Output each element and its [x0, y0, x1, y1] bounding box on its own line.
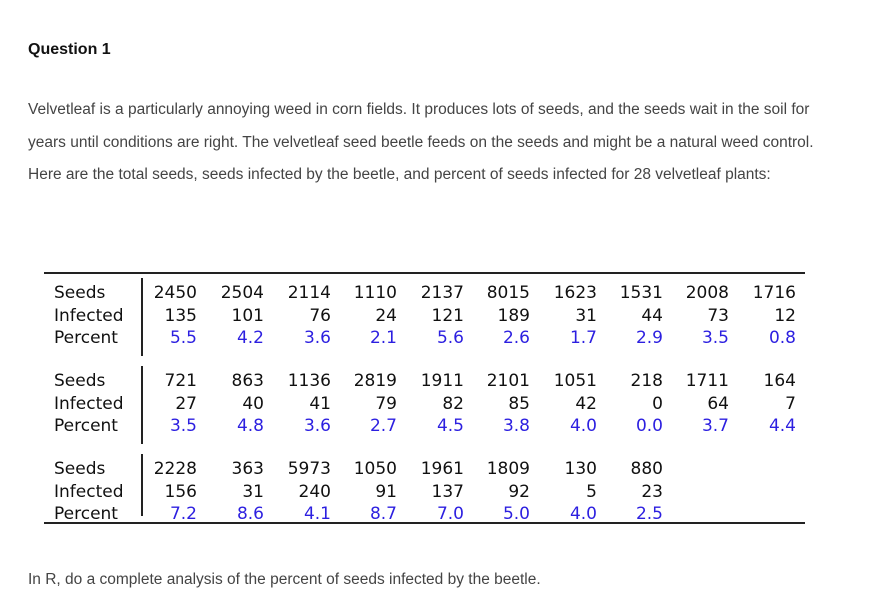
- seeds-cell: 218: [630, 371, 663, 391]
- question-instruction-text: In R, do a complete analysis of the percent of seeds infected by the beetle.: [28, 571, 541, 588]
- infected-cell: 91: [375, 482, 397, 502]
- percent-cell: 0.0: [635, 416, 663, 436]
- row-label-percent: Percent: [54, 416, 118, 436]
- infected-cell: 76: [309, 306, 331, 326]
- percent-cell: 5.0: [502, 504, 530, 524]
- percent-cell: 3.6: [303, 416, 331, 436]
- seeds-cell: 1531: [619, 283, 663, 303]
- infected-cell: 240: [298, 482, 331, 502]
- percent-cell: 4.5: [436, 416, 464, 436]
- seeds-cell: 1711: [685, 371, 729, 391]
- infected-cell: 64: [707, 394, 729, 414]
- seeds-cell: 863: [231, 371, 264, 391]
- infected-cell: 73: [707, 306, 729, 326]
- percent-cell: 4.1: [303, 504, 331, 524]
- percent-cell: 4.2: [236, 328, 264, 348]
- infected-cell: 92: [508, 482, 530, 502]
- infected-cell: 101: [231, 306, 264, 326]
- row-label-infected: Infected: [54, 482, 124, 502]
- infected-cell: 135: [164, 306, 197, 326]
- percent-cell: 8.7: [369, 504, 397, 524]
- percent-cell: 4.8: [236, 416, 264, 436]
- row-label-seeds: Seeds: [54, 283, 106, 303]
- infected-cell: 0: [652, 394, 663, 414]
- infected-cell: 40: [242, 394, 264, 414]
- seeds-cell: 1050: [353, 459, 397, 479]
- infected-cell: 85: [508, 394, 530, 414]
- seeds-cell: 130: [564, 459, 597, 479]
- row-label-infected: Infected: [54, 394, 124, 414]
- row-label-seeds: Seeds: [54, 371, 106, 391]
- seeds-cell: 721: [164, 371, 197, 391]
- infected-cell: 31: [242, 482, 264, 502]
- infected-cell: 137: [431, 482, 464, 502]
- infected-cell: 82: [442, 394, 464, 414]
- percent-cell: 0.8: [768, 328, 796, 348]
- question-heading: Question 1: [28, 41, 111, 58]
- seeds-cell: 1961: [420, 459, 464, 479]
- percent-cell: 4.4: [768, 416, 796, 436]
- seeds-cell: 1809: [486, 459, 530, 479]
- percent-cell: 4.0: [569, 504, 597, 524]
- seeds-cell: 2228: [153, 459, 197, 479]
- seeds-cell: 1716: [752, 283, 796, 303]
- infected-cell: 189: [497, 306, 530, 326]
- row-label-percent: Percent: [54, 504, 118, 524]
- seeds-cell: 1623: [553, 283, 597, 303]
- infected-cell: 156: [164, 482, 197, 502]
- seeds-cell: 8015: [486, 283, 530, 303]
- infected-cell: 42: [575, 394, 597, 414]
- seeds-cell: 2008: [685, 283, 729, 303]
- percent-cell: 2.5: [635, 504, 663, 524]
- percent-cell: 2.1: [369, 328, 397, 348]
- seeds-cell: 1110: [353, 283, 397, 303]
- percent-cell: 3.5: [169, 416, 197, 436]
- percent-cell: 2.9: [635, 328, 663, 348]
- table-block-1: [44, 274, 805, 362]
- percent-cell: 8.6: [236, 504, 264, 524]
- seeds-cell: 1136: [287, 371, 331, 391]
- percent-cell: 3.5: [701, 328, 729, 348]
- seeds-cell: 363: [231, 459, 264, 479]
- infected-cell: 31: [575, 306, 597, 326]
- infected-cell: 24: [375, 306, 397, 326]
- seeds-cell: 2450: [153, 283, 197, 303]
- infected-cell: 7: [785, 394, 796, 414]
- percent-cell: 4.0: [569, 416, 597, 436]
- percent-cell: 1.7: [569, 328, 597, 348]
- row-label-seeds: Seeds: [54, 459, 106, 479]
- infected-cell: 44: [641, 306, 663, 326]
- table-block-2: [44, 362, 805, 450]
- percent-cell: 5.5: [169, 328, 197, 348]
- percent-cell: 3.8: [502, 416, 530, 436]
- seeds-cell: 164: [763, 371, 796, 391]
- infected-cell: 79: [375, 394, 397, 414]
- percent-cell: 3.6: [303, 328, 331, 348]
- percent-cell: 7.0: [436, 504, 464, 524]
- infected-cell: 12: [774, 306, 796, 326]
- percent-cell: 7.2: [169, 504, 197, 524]
- infected-cell: 121: [431, 306, 464, 326]
- seeds-cell: 2114: [287, 283, 331, 303]
- seeds-cell: 2101: [486, 371, 530, 391]
- seeds-cell: 2819: [353, 371, 397, 391]
- percent-cell: 5.6: [436, 328, 464, 348]
- seeds-cell: 1051: [553, 371, 597, 391]
- seed-data-table: [44, 272, 805, 524]
- infected-cell: 27: [175, 394, 197, 414]
- table-block-3: [44, 450, 805, 522]
- row-label-percent: Percent: [54, 328, 118, 348]
- question-intro-text: Velvetleaf is a particularly annoying weed in corn fields. It produces lots of seeds, and the seeds wait in the soil for years until conditions are right. The velvetleaf seed beetle feeds on the seeds and might be a natural weed control. Here are the total seeds, seeds infected by the beetle, and percent of seeds infected for 28 velvetleaf plants:: [28, 101, 814, 183]
- seeds-cell: 2137: [420, 283, 464, 303]
- percent-cell: 2.6: [502, 328, 530, 348]
- percent-cell: 2.7: [369, 416, 397, 436]
- percent-cell: 3.7: [701, 416, 729, 436]
- seeds-cell: 1911: [420, 371, 464, 391]
- seeds-cell: 2504: [220, 283, 264, 303]
- infected-cell: 5: [586, 482, 597, 502]
- row-label-infected: Infected: [54, 306, 124, 326]
- seeds-cell: 5973: [287, 459, 331, 479]
- infected-cell: 23: [641, 482, 663, 502]
- infected-cell: 41: [309, 394, 331, 414]
- seeds-cell: 880: [630, 459, 663, 479]
